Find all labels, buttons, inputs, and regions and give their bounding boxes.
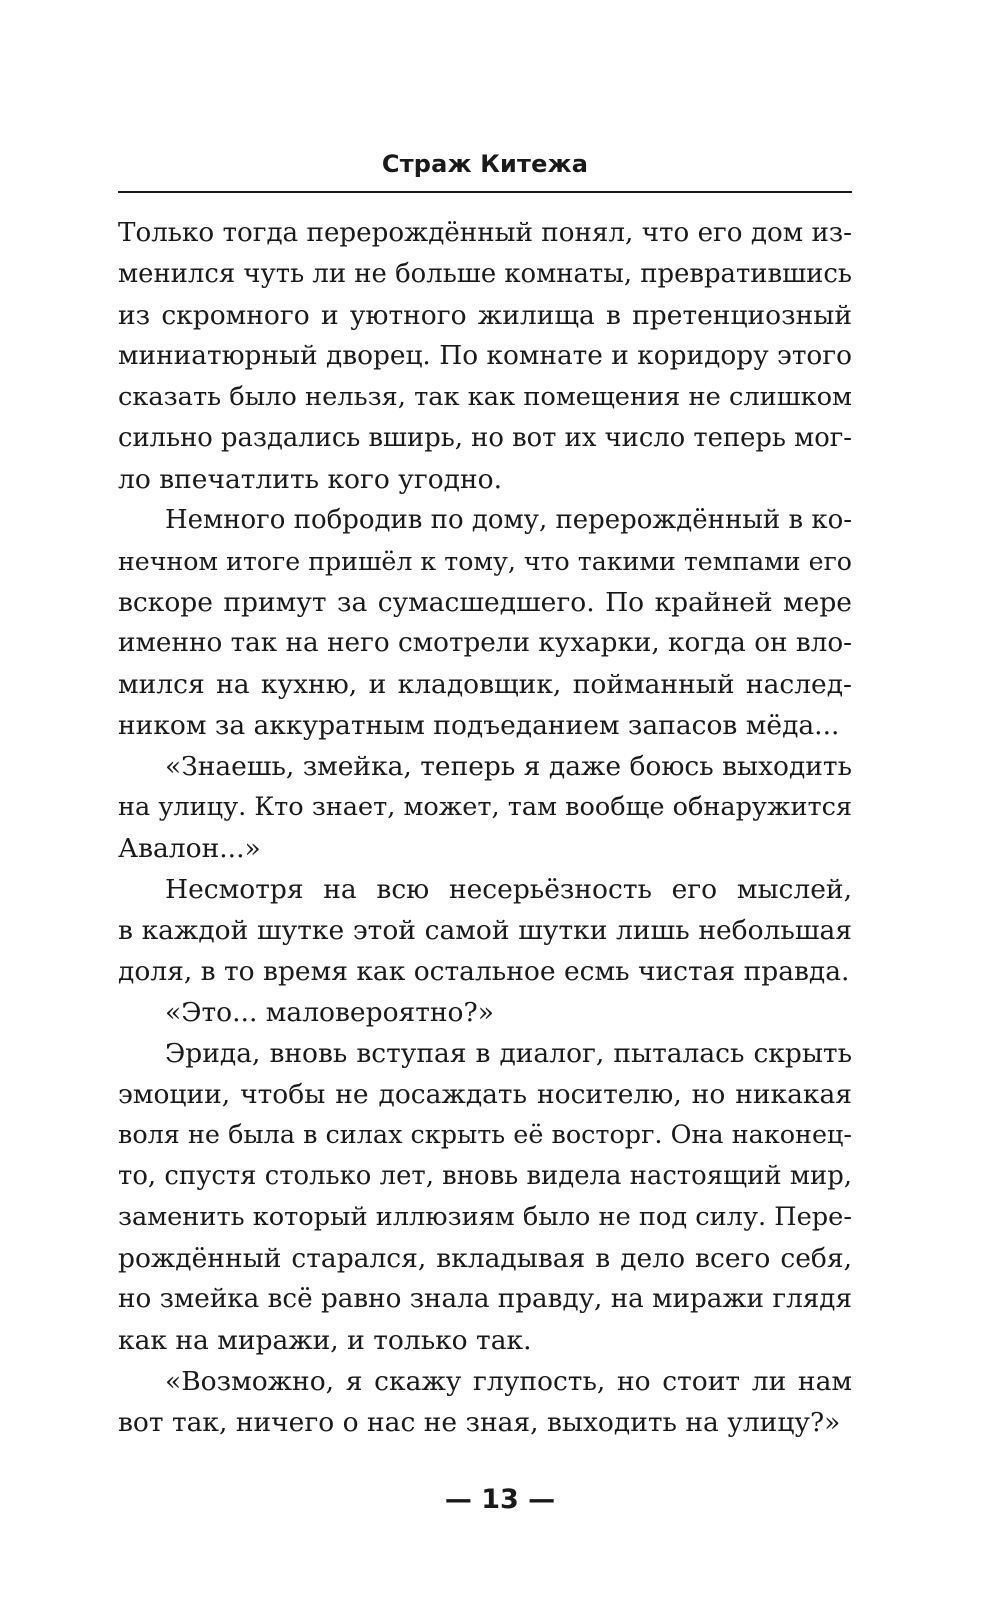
running-head: Страж Китежа — [381, 150, 589, 178]
paragraph — [118, 213, 852, 500]
header-rule — [118, 191, 852, 193]
text-line: в каждой шутке этой самой шутки лишь небольшая — [118, 915, 852, 946]
text-line: рождённый старался, вкладывая в дело всего себя, — [118, 1243, 852, 1274]
text-line: «Это... маловероятно?» — [165, 997, 494, 1028]
text-line: Только тогда перерождённый понял, что его дом из- — [118, 218, 852, 248]
text-line: то, спустя столько лет, вновь видела настоящий мир, — [118, 1161, 852, 1191]
text-line: менился чуть ли не больше комнаты, превратившись — [118, 259, 852, 289]
text-line: Авалон...» — [118, 833, 261, 864]
text-line: мился на кухню, и кладовщик, пойманный наслед- — [118, 669, 852, 700]
text-line: нечном итоге пришёл к тому, что такими темпами его — [118, 547, 852, 576]
paragraph — [118, 746, 852, 869]
text-line: эмоции, чтобы не досаждать носителю, но никакая — [118, 1079, 852, 1110]
text-line: ло впечатлить кого угодно. — [118, 464, 503, 495]
paragraph — [118, 1361, 852, 1443]
paragraph — [118, 1033, 852, 1361]
text-line: на улицу. Кто знает, может, там вообще обнаружится — [118, 792, 852, 822]
text-line: Несмотря на всю несерьёзность его мыслей, — [165, 874, 852, 905]
text-line: доля, в то время как остальное есмь чистая правда. — [118, 956, 850, 987]
text-line: воля не была в силах скрыть её восторг. Она наконец- — [118, 1120, 852, 1150]
text-line: именно так на него смотрели кухарки, когда он вло- — [118, 628, 852, 658]
body-text — [118, 213, 852, 1443]
text-line: Эрида, вновь вступая в диалог, пыталась скрыть — [165, 1038, 852, 1069]
paragraph — [118, 992, 852, 1033]
text-line: Немного побродив по дому, перерождённый в ко- — [165, 505, 853, 535]
paragraph — [118, 869, 852, 992]
text-line: вскоре примут за сумасшедшего. По крайней мере — [118, 587, 852, 618]
paragraph — [118, 500, 852, 746]
text-line: сказать было нельзя, так как помещения не слишком — [118, 382, 852, 412]
text-line: но змейка всё равно знала правду, на миражи глядя — [118, 1284, 852, 1314]
text-line: миниатюрный дворец. По комнате и коридору этого — [118, 341, 852, 371]
text-line: из скромного и уютного жилища в претенциозный — [118, 300, 852, 331]
text-line: «Возможно, я скажу глупость, но стоит ли нам — [165, 1366, 852, 1397]
text-line: «Знаешь, змейка, теперь я даже боюсь выходить — [165, 751, 852, 782]
text-line: вот так, ничего о нас не зная, выходить на улицу?» — [118, 1407, 841, 1438]
text-line: заменить который иллюзиям было не под силу. Пере- — [118, 1202, 852, 1232]
text-line: сильно раздались вширь, но вот их число теперь мог- — [118, 423, 852, 453]
page-number: — 13 — — [444, 1484, 556, 1515]
text-line: как на миражи, и только так. — [118, 1325, 532, 1356]
text-line: ником за аккуратным подъеданием запасов мёда... — [118, 710, 840, 741]
